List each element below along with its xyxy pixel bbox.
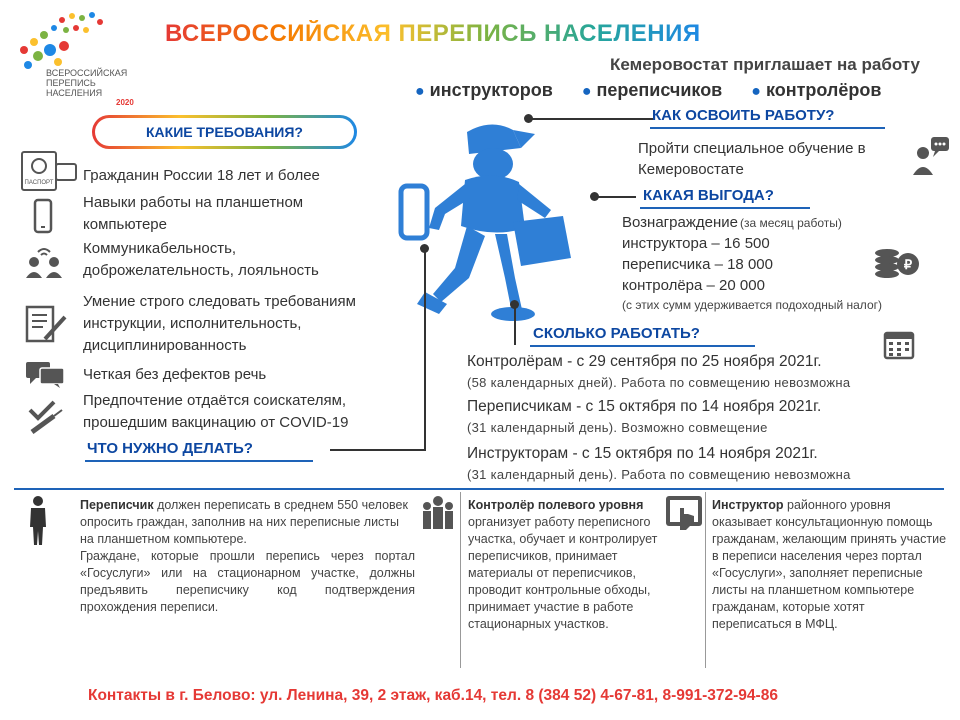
logo-line-1: ВСЕРОССИЙСКАЯ (46, 68, 128, 78)
svg-text:₽: ₽ (903, 257, 913, 272)
requirement-item: Гражданин России 18 лет и более (83, 167, 320, 184)
coins-icon (873, 240, 921, 280)
bullet-icon: ● (581, 83, 592, 100)
group-people-icon (420, 495, 456, 531)
requirement-item: Четкая без дефектов речь (83, 366, 267, 383)
person-standing-icon (28, 495, 48, 545)
duration-underline (530, 345, 755, 347)
logo-dots-icon (20, 12, 103, 69)
logo-year: 2020 (116, 98, 134, 107)
contacts-line: Контакты в г. Белово: ул. Ленина, 39, 2 этаж, каб.14, тел. 8 (384 52) 4-67-81, 8-991-372-94-86 (88, 687, 778, 704)
connector-dot (524, 114, 533, 123)
todo-col-controller: Контролёр полевого уровня организует работу переписного участка, обучает и контролирует переписчиков, принимает материалы от переписчиков, проводит контрольные обходы, принимает участие в работе стационарных участков. (468, 498, 658, 631)
person-chat-icon (911, 135, 951, 175)
todo-underline (85, 460, 313, 462)
people-talk-icon (24, 246, 64, 278)
benefit-underline (640, 207, 810, 209)
section-divider (14, 488, 944, 490)
logo-line-2: ПЕРЕПИСЬ (46, 78, 96, 88)
position-item: ● инструкторов (415, 80, 553, 100)
passport-icon (20, 150, 78, 192)
benefit-line: контролёра – 20 000 (622, 277, 765, 294)
position-item: ● контролёров (751, 80, 882, 100)
connector-todo-horizontal (330, 449, 426, 451)
calendar-icon (883, 328, 915, 360)
duration-item: Инструкторам - с 15 октября по 14 ноября 2021г. (31 календарный день). Работа по совмещению невозможна (467, 445, 851, 482)
duration-item: Контролёрам - с 29 сентября по 25 ноября 2021г. (58 календарных дней). Работа по совмещению невозможна (467, 353, 851, 390)
requirement-item: Умение строго следовать требованиям инструкции, исполнительность, дисциплинированность (83, 293, 356, 354)
requirements-title: КАКИЕ ТРЕБОВАНИЯ? (146, 124, 303, 140)
document-pen-icon (25, 305, 67, 343)
positions-list (415, 80, 905, 101)
connector-benefit (596, 196, 636, 198)
duration-title: СКОЛЬКО РАБОТАТЬ? (533, 325, 700, 342)
requirement-item: Навыки работы на планшетном компьютере (83, 194, 304, 233)
benefit-line: переписчика – 18 000 (622, 256, 773, 273)
speech-bubbles-icon (24, 360, 66, 388)
learn-underline (650, 127, 885, 129)
learn-text: Пройти специальное обучение в Кемеровостате (638, 140, 866, 178)
position-item: ● переписчиков (581, 80, 723, 100)
todo-title: ЧТО НУЖНО ДЕЛАТЬ? (87, 440, 253, 457)
connector-duration (514, 305, 516, 345)
logo-line-3: НАСЕЛЕНИЯ (46, 88, 103, 98)
bullet-icon: ● (415, 83, 425, 100)
connector-dot (510, 300, 519, 309)
logo-text (46, 68, 156, 108)
requirements-title-pill (92, 115, 357, 149)
benefit-title: КАКАЯ ВЫГОДА? (643, 187, 774, 204)
requirement-item: Предпочтение отдаётся соискателям, прошедшим вакцинацию от COVID-19 (83, 392, 349, 431)
duration-item: Переписчикам - с 15 октября по 14 ноября 2021г. (31 календарный день). Возможно совмещение (467, 398, 822, 435)
svg-text:ПАСПОРТ: ПАСПОРТ (24, 180, 54, 186)
bullet-icon: ● (751, 83, 761, 100)
learn-title: КАК ОСВОИТЬ РАБОТУ? (652, 107, 835, 124)
tablet-icon (33, 198, 53, 234)
connector-todo-vertical (424, 248, 426, 450)
touch-screen-icon (664, 494, 704, 534)
todo-col-enumerator: Переписчик должен переписать в среднем 550 человек опросить граждан, заполнив на них переписные листы на планшетном компьютере. Граждане, которые прошли перепись через портал «Госуслуги» или на стационарном участке, должны предъявить переписчику код подтверждения прохождения переписи. (80, 498, 415, 614)
benefit-line: инструктора – 16 500 (622, 235, 770, 252)
invite-text: Кемеровостат приглашает на работу (610, 55, 920, 74)
column-divider (460, 492, 461, 668)
vaccine-check-icon (24, 398, 66, 434)
benefit-reward: Вознаграждение (за месяц работы) (622, 214, 842, 231)
requirement-item: Коммуникабельность, доброжелательность, лояльность (83, 240, 319, 279)
connector-learn (530, 118, 655, 120)
connector-dot (420, 244, 429, 253)
page-title: ВСЕРОССИЙСКАЯ ПЕРЕПИСЬ НАСЕЛЕНИЯ (165, 20, 701, 47)
todo-col-instructor: Инструктор районного уровня оказывает консультационную помощь гражданам, желающим принять участие в переписи населения через портал «Госуслуги», заполняет переписные листы на планшетном компьютере гражданам, которые хотят переписаться в МФЦ. (712, 498, 947, 631)
column-divider (705, 492, 706, 668)
benefit-note: (с этих сумм удерживается подоходный налог) (622, 298, 882, 312)
connector-dot (590, 192, 599, 201)
